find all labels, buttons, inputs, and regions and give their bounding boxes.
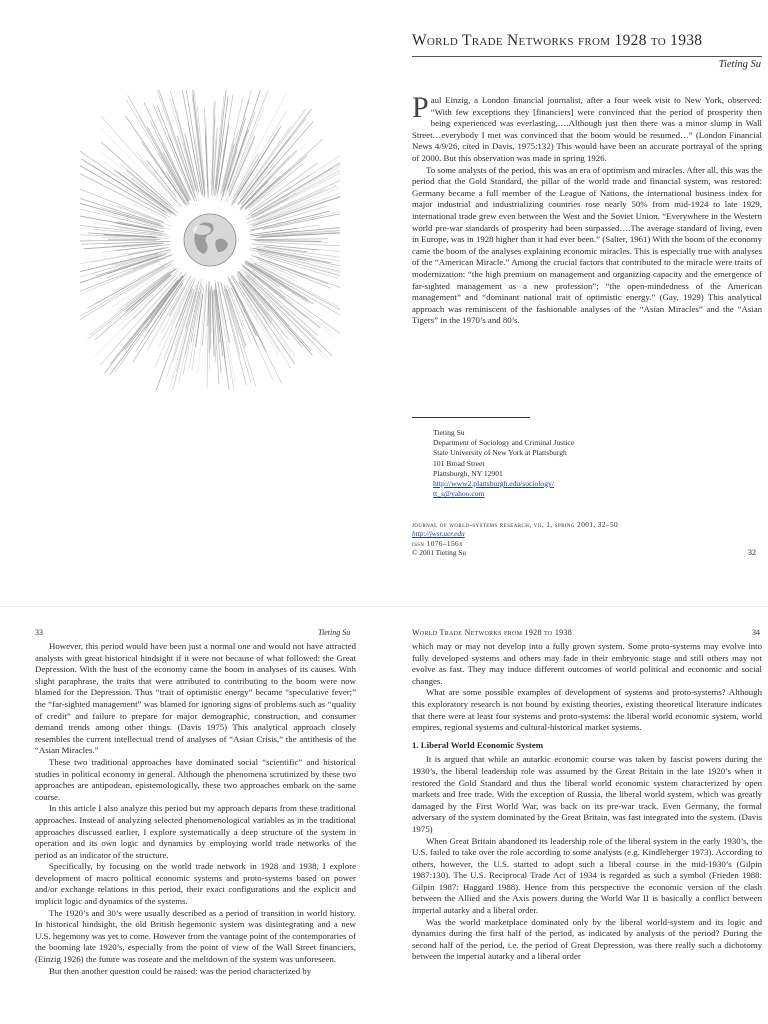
journal-citation: journal of world-systems research, vii, 1, spring 2001, 32–50 [412, 520, 619, 529]
body-paragraph: To some analysts of the period, this was an era of optimism and miracles. After all, this was the period that the Gold Standard, the pillar of the world trade and financial system, was restored: Germany became a full member of the League of Nations, the international business index for major industrial and industrializing countries rose nearly 50% from mid-1924 to late 1929, international trade grew even between the West and the Soviet Union. “Everywhere in the Western world pre-war standards of prosperity had been surpassed….The average standard of living, even in Europe, was in 1928 higher than it had ever been.” (Salter, 1961) With the boom of the economy came the boom of the analyses explaining economic miracles. This is especially true with analyses of the “American Miracle.” Among the crucial factors that contributed to the miracle were traits of modernization: “the high premium on management and organizing capacity and the emergence of far-sighted management as a new profession”; “the open-mindedness of the American management” and “dominant national trait of optimistic energy.” (Gay, 1929) This analytical approach was reminiscent of the fashionable analyses of the “Asian Miracles” and the “Asian Tigers” in the 1970’s and 80’s. [412, 164, 762, 326]
affiliation-street: 101 Broad Street [433, 458, 485, 468]
article-title: World Trade Networks from 1928 to 1938 [412, 32, 703, 49]
running-head: World Trade Networks from 1928 to 1938 [412, 628, 573, 637]
section-heading: 1. Liberal World Economic System [412, 739, 544, 750]
page-number: 32 [748, 548, 756, 557]
journal-issn: issn 1076–156x [412, 538, 464, 548]
body-paragraph: Was the world marketplace dominated only by the liberal world-system and its logic and dynamics during the first half of the period, as indicated by analysts of the period? During the second half of the period, i.e. the period of Great Depression, was there really such a dichotomy between the imperial autarky and a liberal order [412, 916, 762, 962]
page-number: 34 [752, 628, 760, 637]
body-paragraph: What are some possible examples of development of systems and proto-systems? Although this exploratory research is not bound by existing theories, existing theoretical literature indicates that there were at least four systems and proto-systems: the liberal world economic system, world empires, regional systems and cultural-historical market systems. [412, 687, 762, 733]
body-paragraph: It is argued that while an autarkic economic course was taken by fascist powers during the 1930’s, the liberal leadership role was assumed by the Great Britain in the late 1920’s when it restored the Gold Standard and thus the liberal world economic system characterized by open markets and free trade. With the exception of Russia, the liberal world system, which was greatly damaged by the First World War, was back on its pre-war track. Even Germany, the formal adversary of the system dominated by the Great Britain, was fast integrated into the system. (Davis 1975) [412, 754, 762, 834]
journal-url-link[interactable]: http://jwsr.ucr.edu [412, 529, 465, 539]
journal-citation-block [412, 520, 762, 558]
affiliation-city: Plattsburgh, NY 12901 [433, 468, 503, 478]
page32-body [412, 91, 762, 327]
article-author: Tieting Su [718, 59, 761, 70]
affiliation-univ: State University of New York at Plattsburgh [433, 448, 567, 458]
footnote-rule [412, 417, 530, 418]
journal-copyright: © 2001 Tieting Su [412, 548, 467, 558]
page33-body [35, 641, 356, 1024]
page-number: 33 [35, 628, 43, 637]
affiliation-dept: Department of Sociology and Criminal Justice [433, 438, 575, 448]
affiliation-url-link[interactable]: http://www2.plattsburgh.edu/sociology/ [433, 479, 554, 489]
title-rule [412, 56, 762, 57]
body-paragraph: The 1920’s and 30’s were usually described as a period of transition in world history. In historical hindsight, the old British hegemonic system was disintegrating and a new U.S. hegemony was yet to come. However from the vantage point of the contemporaries of the booming late 1920’s, especially from the point of view of the Wall Street financiers, (Einzig 1926) the future was roseate and the meltdown of the system was unforeseen. [35, 907, 356, 965]
body-paragraph: In this article I also analyze this period but my approach departs from these traditional approaches. Instead of analyzing selected phenomenological variables as in the traditional approaches discussed earlier, I explore systematically a deep structure of the system in operation and its own logic and dynamics by employing world trade networks of the period as an indicator of the structure. [35, 803, 356, 860]
page34-body [412, 641, 762, 1024]
drop-cap: P [412, 91, 429, 124]
author-affiliation [433, 428, 574, 499]
body-paragraph: When Great Britain abandoned its leadership role of the liberal system in the early 1930’s, the U.S. failed to take over the role according to some analysts (e.g. Kindleberger 1973). According to others, however, the U.S. started to adopt such a liberal course in the mid-1930’s (Gilpin 1987:130). The U.S. Reciprocal Trade Act of 1934 is regarded as such a symbol (Frieden 1988: Gilpin 1987: Haggard 1988). Hence from this perspective the economic version of the clash between the Allied and the Axis powers during the World War II is basically a conflict between imperial autarky and a liberal order. [412, 835, 762, 916]
affiliation-name: Tieting Su [433, 428, 465, 437]
affiliation-email-link[interactable]: tt_s@yahoo.com [433, 489, 485, 499]
running-head: Tieting Su [318, 628, 351, 637]
body-paragraph: Specifically, by focusing on the world trade network in 1928 and 1938, I explore development of macro political economic systems and proto-systems based on power and/or exchange relations in this period, their exact configurations and the explicit and implicit logic and dynamics of the systems. [35, 861, 356, 907]
opening-paragraph: Paul Einzig, a London financial journalist, after a four week visit to New York, observed: “With few exceptions they [financiers] were convinced that the period of prosperity then being experienced was everlasting,….Although just then there was a minor slump in Wall Street…everybody I met was convinced that the boom would be resumed…” (London Financial News 4/9/26, cited in Davis, 1975:132) This would have been an accurate portrayal of the spring of 2000. But this observation was made in spring 1926. [412, 91, 762, 163]
body-paragraph: These two traditional approaches have dominated social “scientific” and historical studies in political economy in general. Although the phenomena scrutinized by these two approaches are antipodean, epistemologically, these two approaches embark on the same course. [35, 756, 356, 802]
page-divider [0, 606, 768, 607]
starburst-globe-illustration [80, 90, 340, 390]
body-paragraph: which may or may not develop into a fully grown system. Some proto-systems may evolve into fully developed systems and others may fade in their embryonic stage and still others may not evolve as fast. They may induce different outcomes of world political and economic and social changes. [412, 641, 762, 686]
body-paragraph: However, this period would have been just a normal one and would not have attracted analysts with great historical hindsight if it were not because of what followed: the Great Depression. With the bust of the economy came the boom in analyses of its causes. With slight paraphrase, the traits that were attributed to contributing to the boom were now blamed for the Depression. Thus “trait of optimistic energy” became “speculative fever;” the “far-sighted management” was blamed for ignoring signs of problems such as “quality of credit” and failure to prepare for major demographic, construction, and consumer demand trends among other things. (Davis 1975) This analytical approach closely resembles the current intellectual trend of analyses of “Asian Crisis,” the antithesis of the “Asian Miracles.” [35, 641, 356, 756]
globe-icon [80, 90, 340, 390]
body-paragraph: But then another question could be raised: was the period characterized by [49, 965, 312, 976]
